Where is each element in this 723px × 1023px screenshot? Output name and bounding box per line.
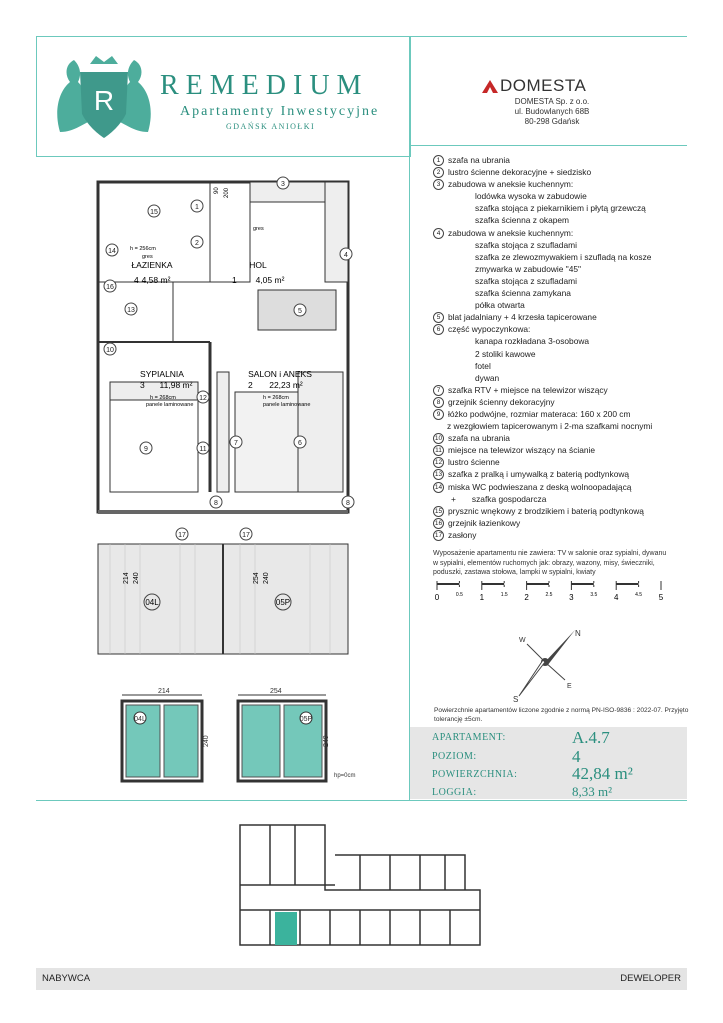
floor-label: POZIOM:	[432, 751, 477, 762]
legend-subitem: zmywarka w zabudowie "45"	[475, 263, 582, 274]
living-floor: panele laminowane	[263, 402, 311, 408]
legend-text: łóżko podwójne, rozmiar materaca: 160 x 200 cm	[448, 408, 631, 419]
scale-segment	[459, 583, 481, 585]
legend-text: prysznic wnękowy z brodzikiem i baterią podtynkową	[448, 505, 644, 516]
legend-item	[433, 396, 683, 408]
room-bedroom-area: 11,98 m²	[159, 380, 193, 390]
living-height: h = 268cm	[263, 395, 289, 401]
area-value: 42,84 m²	[572, 764, 633, 783]
hall-wall	[210, 182, 250, 282]
loggia-left-label: 04L	[145, 598, 159, 607]
legend-text: szafka gospodarcza	[471, 493, 547, 504]
area-note: Powierzchnie apartamentów liczone zgodnie z normą PN-ISO-9836 : 2022-07. Przyjęto tolerancję ±5cm.	[434, 707, 689, 723]
developer-city: 80-298 Gdańsk	[524, 117, 580, 126]
legend-text: grzejnik ścienny dekoracyjny	[448, 396, 555, 407]
area-label: POWIERZCHNIA:	[432, 769, 518, 780]
sofa	[298, 372, 343, 492]
win-left-height: 240	[203, 735, 210, 747]
legend-number-icon: 16	[434, 519, 443, 527]
legend-item	[433, 311, 683, 323]
door-90: 90	[214, 187, 220, 194]
developer-name: DOMESTA	[500, 76, 587, 95]
legend-text: lustro ścienne dekoracyjne + siedzisko	[448, 167, 592, 178]
legend-item	[433, 154, 683, 166]
legend-text: z wezgłowiem tapicerowanym i 2-ma szafkami nocnymi	[447, 421, 653, 432]
scale-label: 1.5	[500, 592, 508, 598]
brand-subtitle: Apartamenty Inwestycyjne	[180, 104, 380, 119]
legend-item	[433, 408, 683, 420]
floor-value: 4	[572, 747, 581, 766]
loggia-label: LOGGIA:	[432, 787, 477, 798]
room-hall-area: 4,05 m²	[255, 275, 285, 285]
hall-floor: gres	[253, 226, 264, 232]
legend-subitem: szafka stojąca z szufladami	[475, 275, 577, 286]
legend-number-icon: 6	[433, 324, 444, 335]
frame-top	[36, 36, 687, 37]
room-living-area: 22,23 m²	[269, 380, 303, 390]
scale-label: 1	[479, 593, 485, 602]
footer	[36, 968, 687, 990]
brand-city: GDAŃSK ANIOŁKI	[226, 122, 316, 131]
scale-segment	[527, 583, 549, 585]
scale-segment	[504, 583, 526, 585]
legend-subitem: fotel	[475, 360, 491, 371]
svg-text:2: 2	[195, 240, 199, 247]
scale-label: 5	[658, 593, 663, 602]
legend-number-icon: 8	[433, 397, 444, 408]
legend-text: blat jadalniany + 4 krzesła tapicerowane	[448, 312, 597, 323]
scale-label: 2	[524, 593, 529, 602]
legend	[433, 154, 683, 541]
legend-text: zabudowa w aneksie kuchennym:	[448, 227, 574, 238]
apartment-label: APARTAMENT:	[432, 732, 506, 743]
frame-bottom	[36, 800, 687, 801]
legend-item	[433, 468, 683, 480]
scale-segment	[616, 583, 638, 585]
legend-number-icon: 13	[434, 471, 443, 479]
bath-floor: gres	[142, 254, 153, 260]
key-plan	[230, 815, 500, 950]
legend-subitem: lodówka wysoka w zabudowie	[475, 191, 587, 202]
scale-label: 4	[613, 593, 619, 602]
svg-text:17: 17	[178, 532, 186, 539]
svg-text:15: 15	[150, 209, 158, 216]
legend-text: szafka RTV + miejsce na telewizor wiszący	[448, 384, 608, 395]
legend-subitem: szafka ze zlewozmywakiem i szufladą na kosze	[475, 251, 652, 262]
legend-number-icon: 17	[434, 531, 443, 539]
hp-label: hp=0cm	[334, 773, 356, 779]
legend-text: zasłony	[448, 529, 477, 540]
svg-text:9: 9	[144, 446, 148, 453]
room-living-num: 2	[248, 380, 253, 390]
win-right-tag: 05P	[299, 716, 313, 723]
scale-segment	[571, 583, 593, 585]
win-right-width: 254	[270, 688, 282, 695]
legend-text: szafa na ubrania	[448, 433, 510, 444]
compass-w: W	[519, 637, 526, 644]
legend-text: miska WC podwieszana z deską wolnoopadającą	[448, 481, 632, 492]
room-living-name: SALON i ANEKS	[248, 369, 312, 379]
scale-bar	[433, 580, 663, 605]
svg-text:13: 13	[127, 307, 135, 314]
loggia-left-dim-h: 240	[133, 572, 140, 584]
domesta-logo-icon	[481, 78, 499, 94]
brand-name: REMEDIUM	[160, 70, 369, 101]
legend-number-icon: 15	[434, 507, 443, 515]
legend-subitem: szafka stojąca z szufladami	[475, 239, 577, 250]
legend-number-icon: 11	[433, 445, 444, 456]
legend-text: część wypoczynkowa:	[448, 324, 531, 335]
scale-segment	[549, 583, 571, 585]
bed-floor: panele laminowane	[146, 402, 194, 408]
frame-vertical	[409, 36, 410, 800]
legend-text: szafka z pralką i umywalką z baterią podtynkową	[448, 469, 630, 480]
legend-text: zabudowa w aneksie kuchennym:	[448, 179, 574, 190]
legend-subitem: szafka ścienna z okapem	[475, 215, 570, 226]
room-hall-num: 1	[232, 275, 237, 285]
legend-item	[433, 227, 683, 239]
room-bathroom-area: 4,58 m²	[141, 275, 171, 285]
legend-item	[433, 444, 683, 456]
legend-subitem: półka otwarta	[475, 300, 525, 311]
legend-number-icon: 7	[433, 385, 444, 396]
legend-text: miejsce na telewizor wiszący na ścianie	[448, 445, 596, 456]
svg-text:5: 5	[298, 308, 302, 315]
loggia-value: 8,33 m²	[572, 784, 613, 799]
legend-item	[433, 493, 683, 505]
win-left-width: 214	[158, 688, 170, 695]
scale-label: 4.5	[635, 592, 643, 598]
legend-subitem: dywan	[475, 372, 500, 383]
svg-text:4: 4	[344, 252, 348, 259]
compass-e: E	[567, 683, 572, 690]
apartment-info-panel	[410, 727, 687, 799]
scale-label: 0.5	[455, 592, 463, 598]
room-bedroom-num: 3	[140, 380, 145, 390]
tv-cabinet	[217, 372, 229, 492]
window-elevations	[110, 685, 380, 795]
legend-number-icon: 1	[433, 155, 444, 166]
scale-segment	[594, 583, 616, 585]
svg-text:3: 3	[281, 181, 285, 188]
legend-text: lustro ścienne	[448, 457, 500, 468]
compass-s: S	[513, 695, 519, 702]
win-left-tag: 04L	[134, 716, 146, 723]
brand-logo	[50, 52, 158, 144]
apartment-value: A.4.7	[572, 728, 610, 747]
room-bathroom-name: ŁAZIENKA	[131, 260, 173, 270]
legend-item	[433, 517, 683, 529]
svg-text:10: 10	[106, 347, 114, 354]
legend-number-icon: 14	[434, 483, 443, 491]
developer-company: DOMESTA Sp. z o.o.	[514, 97, 590, 106]
legend-plus: +	[451, 493, 456, 504]
legend-item	[433, 456, 683, 468]
svg-text:16: 16	[106, 284, 114, 291]
legend-subitem: szafka ścienna zamykana	[475, 288, 571, 299]
svg-text:6: 6	[298, 440, 302, 447]
legend-item	[433, 420, 683, 432]
scale-label: 0	[434, 593, 440, 602]
svg-text:8: 8	[214, 500, 218, 507]
legend-item	[433, 529, 683, 541]
frame-divider	[409, 145, 687, 146]
legend-subitem: 2 stoliki kawowe	[475, 348, 536, 359]
legend-text: grzejnik łazienkowy	[448, 517, 521, 528]
legend-number-icon: 2	[433, 167, 444, 178]
win-right-height: 240	[323, 735, 330, 747]
scale-label: 3.5	[590, 592, 598, 598]
legend-item	[433, 432, 683, 444]
legend-subitem: kanapa rozkładana 3-osobowa	[475, 336, 590, 347]
legend-text: szafa na ubrania	[448, 155, 510, 165]
legend-number-icon: 9	[433, 409, 444, 420]
svg-text:7: 7	[234, 440, 238, 447]
svg-text:8: 8	[346, 500, 350, 507]
footer-buyer: NABYWCA	[42, 973, 91, 984]
legend-subitem: szafka stojąca z piekarnikiem i płytą grzewczą	[475, 203, 646, 214]
scale-segment	[639, 583, 661, 585]
legend-number-icon: 4	[433, 228, 444, 239]
legend-number-icon: 3	[433, 179, 444, 190]
equipment-note: Wyposażenie apartamentu nie zawiera: TV w salonie oraz sypialni, dywanu w sypialni, elementów ruchomych jak: obrazy, wazony, misy, świeczniki, poduszki, zastawa stołowa, lampki w sypialni, kwiaty	[433, 550, 667, 576]
bed	[110, 400, 198, 492]
loggia-left-dim-w: 214	[123, 572, 130, 584]
scale-label: 3	[569, 593, 574, 602]
room-bedroom-name: SYPIALNIA	[140, 369, 184, 379]
room-bathroom-num: 4	[134, 275, 139, 285]
compass	[505, 622, 585, 702]
legend-number-icon: 12	[434, 459, 443, 467]
legend-item	[433, 384, 683, 396]
developer-street: ul. Budowlanych 68B	[514, 107, 590, 116]
door-200: 200	[224, 187, 230, 198]
bed-height: h = 268cm	[150, 395, 176, 401]
legend-item	[433, 166, 683, 178]
bath-height: h = 256cm	[130, 246, 156, 252]
legend-number-icon: 5	[433, 312, 444, 323]
highlighted-apartment	[275, 912, 297, 945]
footer-developer: DEWELOPER	[620, 973, 681, 984]
svg-text:17: 17	[242, 532, 250, 539]
scale-segment	[437, 583, 459, 585]
room-hall-name: HOL	[249, 260, 267, 270]
loggia-right-dim-h: 240	[263, 572, 270, 584]
legend-item	[433, 178, 683, 190]
svg-text:11: 11	[199, 446, 207, 453]
svg-text:12: 12	[199, 395, 207, 402]
loggia-right-dim-w: 254	[253, 572, 260, 584]
floor-plan	[90, 172, 360, 662]
legend-item	[433, 481, 683, 493]
scale-segment	[482, 583, 504, 585]
loggia-right-label: 05P	[275, 598, 291, 607]
legend-item	[433, 505, 683, 517]
compass-n: N	[575, 629, 581, 638]
svg-text:1: 1	[195, 204, 199, 211]
logo-letter: R	[93, 85, 115, 116]
svg-text:14: 14	[108, 248, 116, 255]
legend-item	[433, 323, 683, 335]
scale-label: 2.5	[545, 592, 553, 598]
legend-number-icon: 10	[434, 435, 443, 443]
